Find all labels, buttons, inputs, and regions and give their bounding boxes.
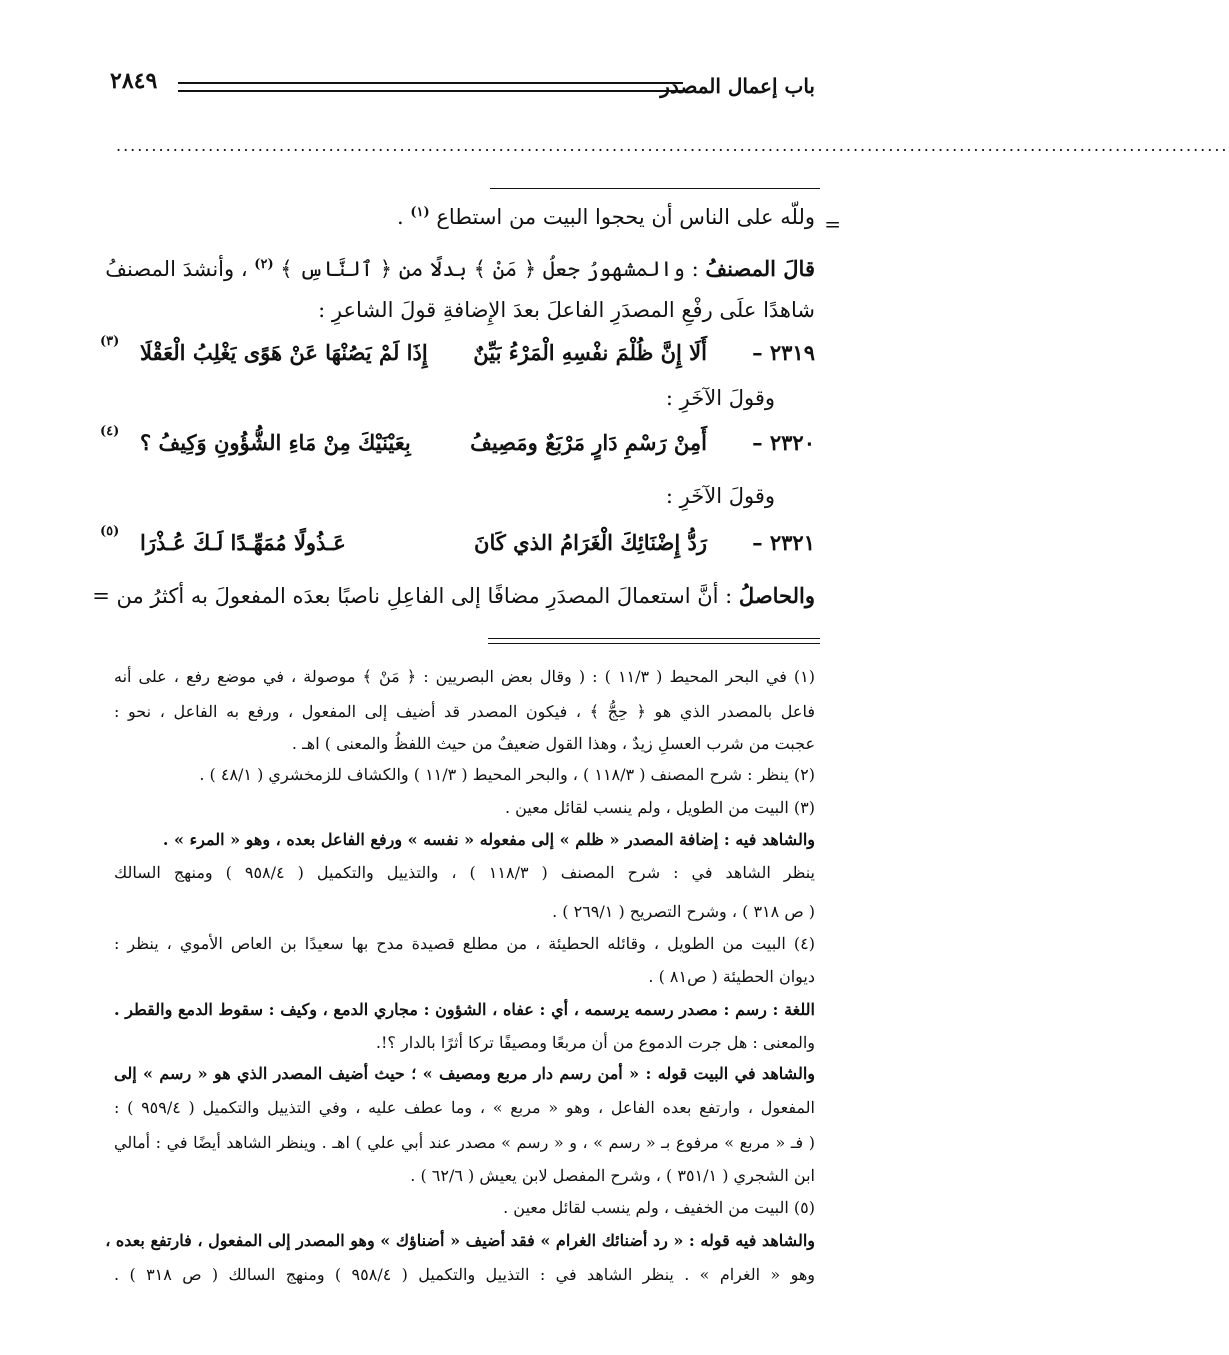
author-line bbox=[105, 256, 815, 281]
quran-text: وللّه على الناس أن يحجوا البيت من استطاع bbox=[436, 205, 815, 229]
author-label: قالَ المصنفُ bbox=[705, 256, 815, 281]
footnote-line: وهو « الغرام » . ينظر الشاهد في : التذييل والتكميل ( ٩٥٨/٤ ) ومنهج السالك ( ص ٣١٨ ) . bbox=[114, 1265, 816, 1284]
footnote-line: ( فـ « مربع » مرفوع بـ « رسم » ، و « رسم » مصدر عند أبي علي ) اهـ . وينظر الشاهد أيضًا في : أمالي bbox=[114, 1133, 815, 1152]
footnote-ref-2: (٢) bbox=[254, 257, 274, 272]
verse-first-hemistich: أَمِنْ رَسْمِ دَارٍ مَرْبَعٌ ومَصِيفُ bbox=[470, 430, 707, 455]
quran-end: . bbox=[397, 205, 411, 229]
footnote-line: (٣) البيت من الطويل ، ولم ينسب لقائل معين . bbox=[504, 798, 815, 817]
footnote-line: والشاهد فيه : إضافة المصدر « ظلم » إلى مفعوله « نفسه » ورفع الفاعل بعده ، وهو « المرء » . bbox=[162, 830, 815, 849]
short-rule bbox=[490, 188, 820, 189]
verse-number: ٢٣٢١ – bbox=[752, 530, 815, 555]
header-double-rule bbox=[178, 82, 683, 92]
footnote-ref-5: (٥) bbox=[100, 524, 120, 539]
author-text: : والمشهورُ جعلُ ﴿ مَنْ ﴾ بدلًا من ﴿ ٱلنَّاسِ ﴾ bbox=[280, 257, 706, 281]
quran-line bbox=[397, 205, 815, 229]
verse-first-hemistich: رَدُّ إِضْنَائِكَ الْغَرَامُ الذي كَانَ bbox=[474, 530, 707, 555]
verse-number: ٢٣١٩ – bbox=[752, 340, 815, 365]
footnote-line: ابن الشجري ( ٣٥١/١ ) ، وشرح المفصل لابن يعيش ( ٦٢/٦ ) . bbox=[410, 1166, 815, 1185]
verse-2320 bbox=[100, 424, 815, 466]
footnote-line: ديوان الحطيئة ( ص٨١ ) . bbox=[648, 967, 815, 986]
chapter-title: باب إعمال المصدر bbox=[660, 74, 815, 98]
verse-second-hemistich: عَـذُولًا مُمَهِّـدًا لَـكَ عُـذْرَا bbox=[140, 530, 346, 555]
footnote-ref-3: (٣) bbox=[100, 334, 120, 349]
footnote-line: عجبت من شرب العسلِ زيدٌ ، وهذا القول ضعيفٌ من حيث اللفظُ والمعنى ) اهـ . bbox=[291, 734, 815, 753]
footnote-ref-1: (١) bbox=[410, 205, 430, 220]
footnote-line: المفعول ، وارتفع بعده الفاعل ، وهو « مربع » ، وما عطف عليه ، وفي التذييل والتكميل ( ٩٥٩/٤ ) : bbox=[114, 1098, 815, 1117]
verse-number: ٢٣٢٠ – bbox=[752, 430, 815, 455]
footnote-line: والمعنى : هل جرت الدموع من أن مربعًا ومصيفًا تركا أثرًا بالدار ؟!. bbox=[375, 1033, 815, 1052]
witness-intro-line: شاهدًا علَى رفْعِ المصدَرِ الفاعلَ بعدَ الإِضافةِ قولَ الشاعرِ : bbox=[318, 298, 815, 322]
footnote-line: ينظر الشاهد في : شرح المصنف ( ١١٨/٣ ) ، والتذييل والتكميل ( ٩٥٨/٤ ) ومنهج السالك bbox=[114, 863, 816, 882]
conclusion-label: والحاصلُ bbox=[738, 583, 815, 608]
footnote-line: (٢) ينظر : شرح المصنف ( ١١٨/٣ ) ، والبحر المحيط ( ١١/٣ ) والكشاف للزمخشري ( ٤٨/١ ) . bbox=[199, 765, 815, 784]
verse-2321 bbox=[100, 524, 815, 566]
other-poet-intro: وقولَ الآخَرِ : bbox=[665, 386, 775, 410]
footnote-ref-4: (٤) bbox=[100, 424, 120, 439]
footnote-line: فاعل بالمصدر الذي هو ﴿ حِجُّ ﴾ ، فيكون المصدر قد أضيف إلى المفعول ، ورفع به الفاعل ، نحو : bbox=[114, 702, 815, 721]
author-text-end: ، وأنشدَ المصنفُ bbox=[105, 257, 255, 281]
footnote-line: ( ص ٣١٨ ) ، وشرح التصريح ( ٢٦٩/١ ) . bbox=[552, 902, 815, 921]
verse-first-hemistich: أَلَا إِنَّ ظُلْمَ نفْسِهِ الْمَرْءُ بَيِّنٌ bbox=[473, 340, 707, 365]
footnote-line: (٥) البيت من الخفيف ، ولم ينسب لقائل معين . bbox=[503, 1198, 815, 1217]
conclusion-line bbox=[92, 583, 815, 608]
footnote-line: (٤) البيت من الطويل ، وقائله الحطيئة ، من مطلع قصيدة مدح بها سعيدًا بن العاص الأموي ، ينظر : bbox=[114, 934, 815, 953]
footnote-separator bbox=[488, 638, 820, 644]
continuation-mark: = bbox=[824, 212, 841, 236]
verse-second-hemistich: بِعَيْنَيْكَ مِنْ مَاءِ الشُّؤُونِ وَكِيفُ ؟ bbox=[140, 430, 411, 455]
verse-2319 bbox=[100, 334, 815, 376]
conclusion-text: : أنَّ استعمالَ المصدَرِ مضافًا إلى الفاعِلِ ناصبًا بعدَه المفعولَ به أكثرُ من = bbox=[92, 584, 739, 608]
other-poet-intro: وقولَ الآخَرِ : bbox=[665, 484, 775, 508]
dotted-separator: ............................................................................................................................................................. bbox=[116, 136, 1229, 155]
footnote-line: والشاهد فيه قوله : « رد أضنائك الغرام » فقد أضيف « أضناؤك » وهو المصدر إلى المفعول ، فارتفع بعده ، bbox=[105, 1231, 815, 1250]
page-number: ٢٨٤٩ bbox=[110, 68, 158, 94]
footnote-line: والشاهد في البيت قوله : « أمن رسم دار مربع ومصيف » ؛ حيث أضيف المصدر الذي هو « رسم » إلى bbox=[114, 1064, 815, 1083]
footnote-line: (١) في البحر المحيط ( ١١/٣ ) : ( وقال بعض البصريين : ﴿ مَنْ ﴾ موصولة ، في موضع رفع ، على أنه bbox=[114, 667, 815, 686]
verse-second-hemistich: إِذَا لَمْ يَصُنْهَا عَنْ هَوًى يَغْلِبُ الْعَقْلَا bbox=[140, 340, 428, 365]
footnote-line: اللغة : رسم : مصدر رسمه يرسمه ، أي : عفاه ، الشؤون : مجاري الدمع ، وكيف : سقوط الدمع والقطر . bbox=[114, 1000, 815, 1019]
